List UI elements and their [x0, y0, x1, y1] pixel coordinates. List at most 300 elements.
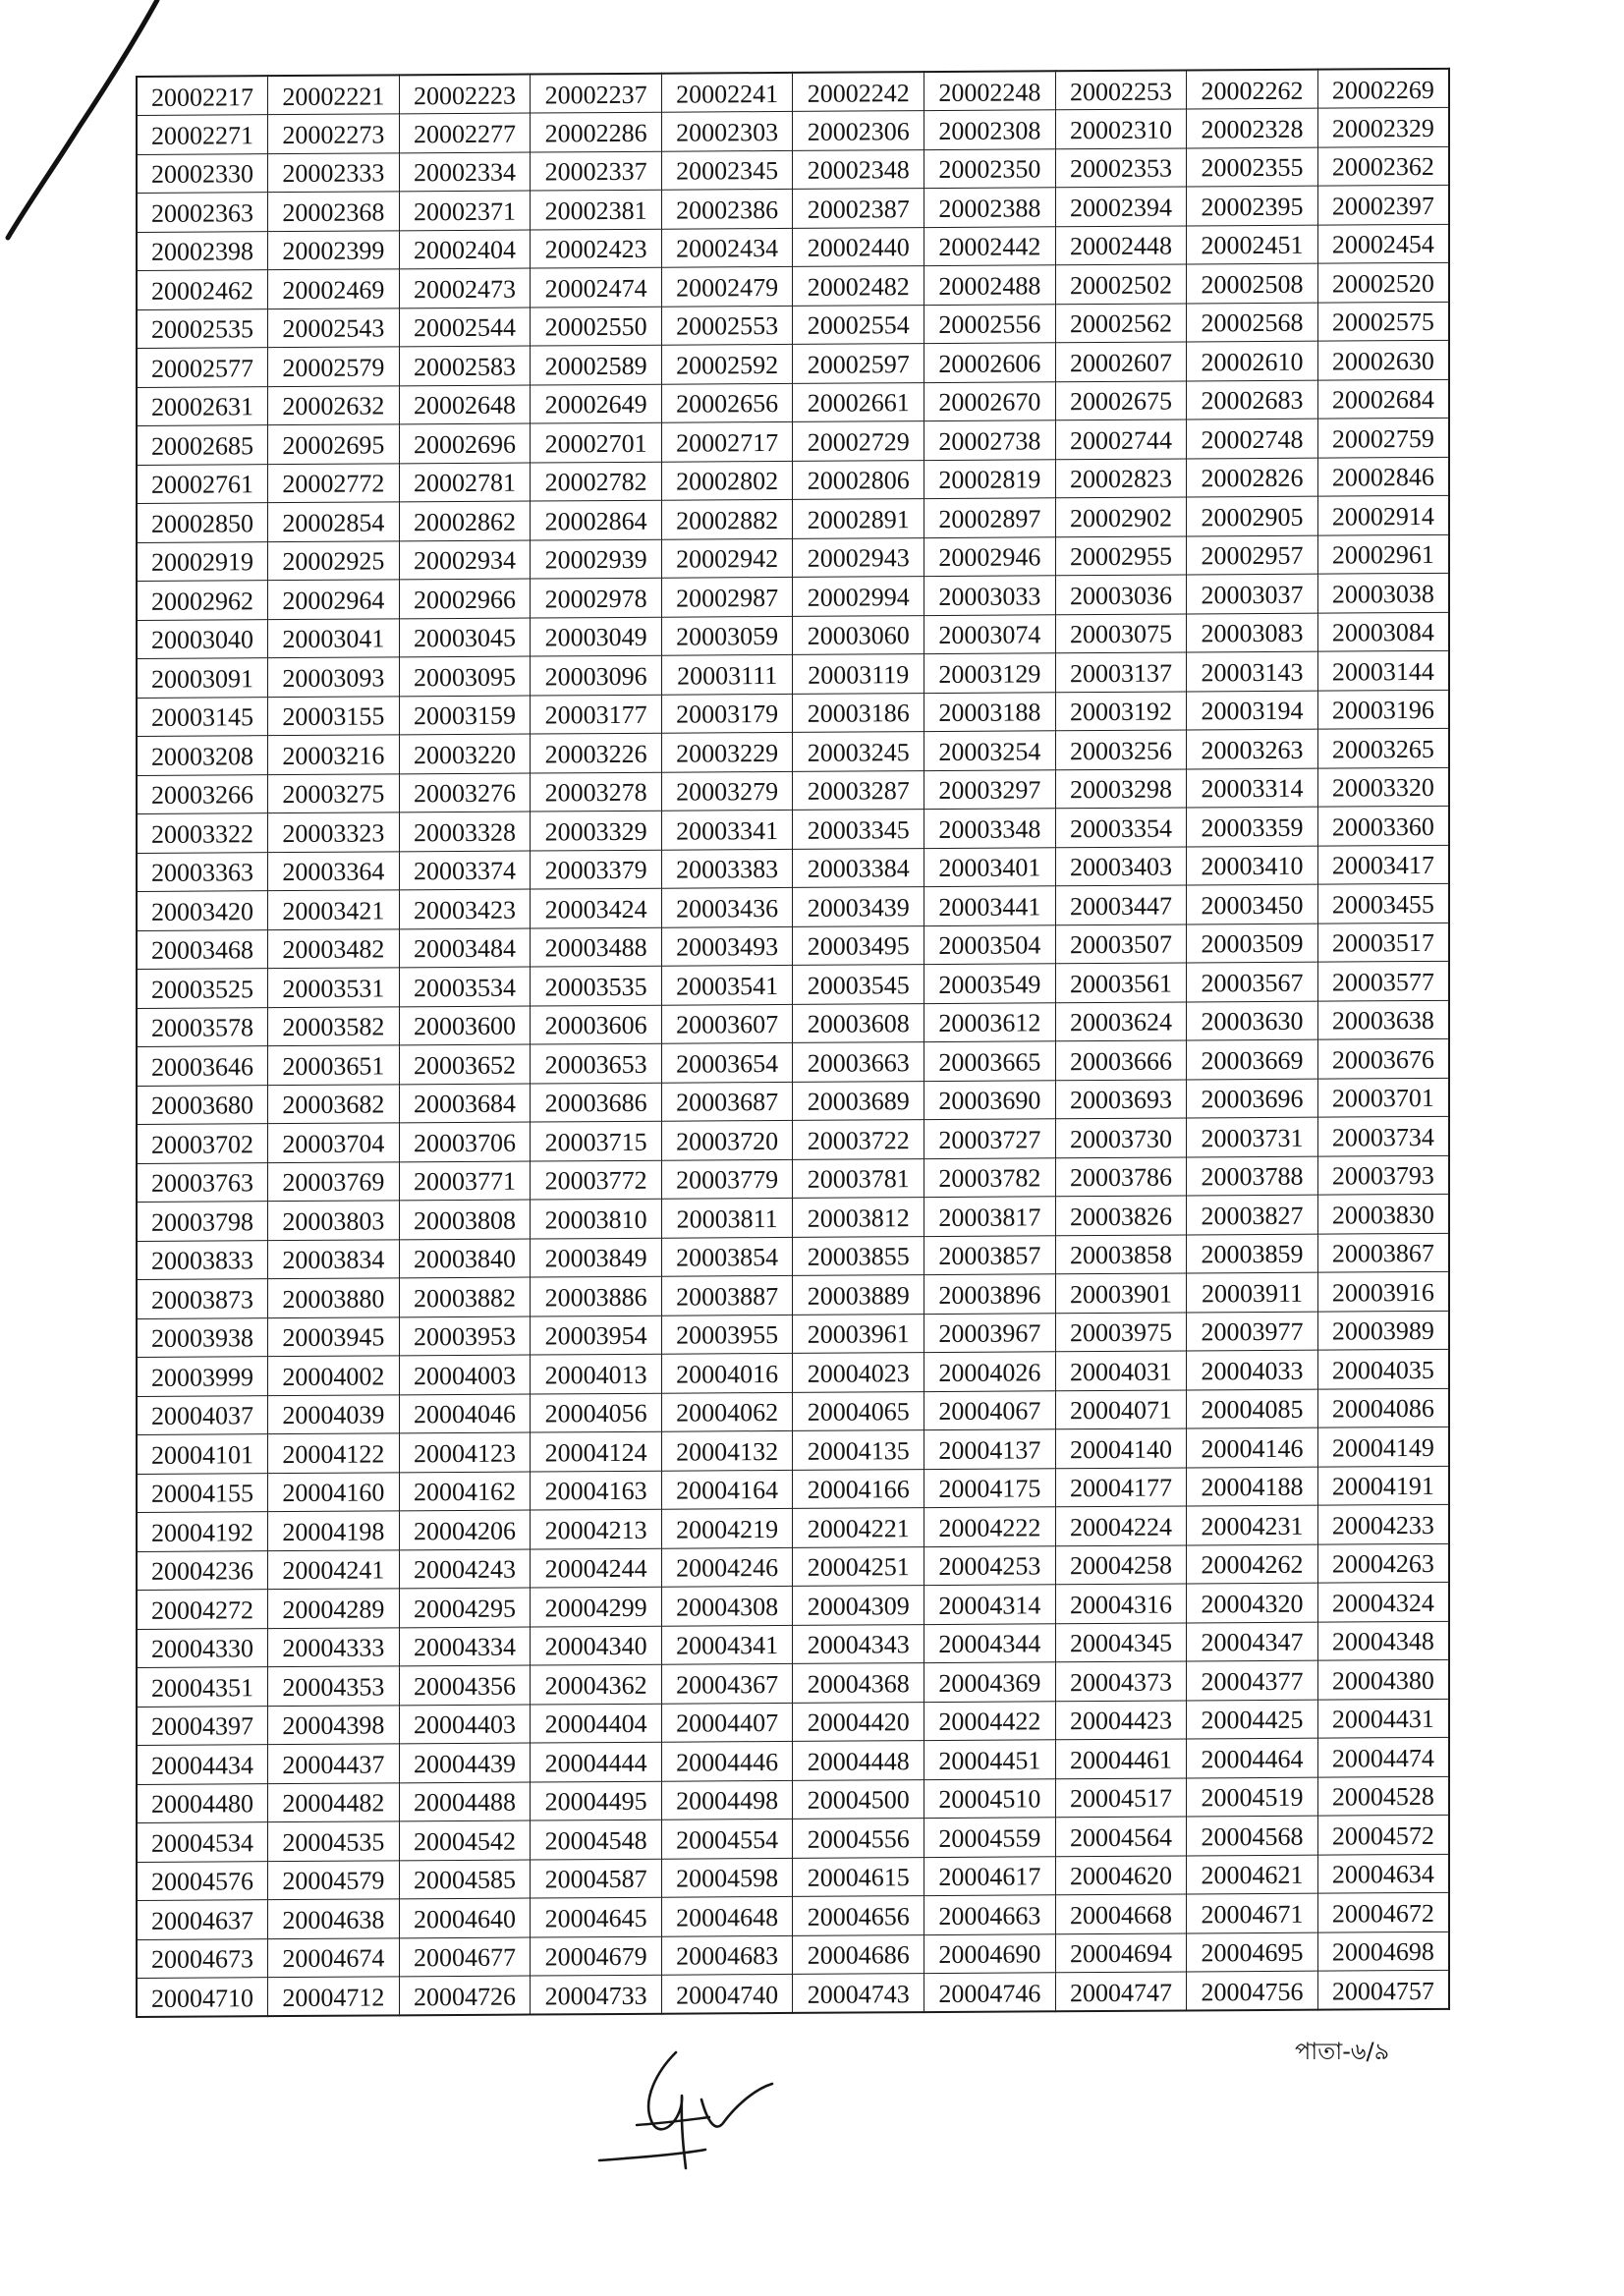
roll-number-cell: 20003833 [137, 1240, 268, 1279]
roll-number-cell: 20003287 [793, 770, 924, 810]
roll-number-cell: 20004191 [1317, 1466, 1449, 1505]
roll-number-cell: 20004192 [137, 1512, 268, 1551]
roll-number-cell: 20004542 [399, 1820, 531, 1860]
roll-number-cell: 20003704 [268, 1123, 400, 1162]
roll-number-cell: 20004747 [1055, 1972, 1187, 2011]
roll-number-cell: 20002333 [268, 152, 400, 192]
roll-number-cell: 20002630 [1317, 340, 1449, 379]
roll-number-cell: 20002966 [399, 579, 531, 618]
roll-number-cell: 20002535 [137, 308, 268, 348]
roll-number-cell: 20004587 [531, 1859, 662, 1898]
roll-number-cell: 20003665 [924, 1041, 1056, 1081]
roll-number-cell: 20004638 [268, 1899, 400, 1938]
roll-number-cell: 20004258 [1055, 1544, 1187, 1584]
roll-number-cell: 20003772 [531, 1160, 662, 1200]
roll-number-cell: 20003830 [1317, 1194, 1449, 1233]
roll-number-cell: 20004585 [399, 1860, 531, 1899]
roll-number-cell: 20003525 [137, 969, 268, 1008]
roll-number-cell: 20004554 [661, 1819, 793, 1858]
roll-number-cell: 20002575 [1317, 302, 1449, 341]
roll-number-cell: 20004272 [137, 1590, 268, 1629]
roll-number-cell: 20004347 [1187, 1622, 1318, 1661]
roll-number-cell: 20003263 [1187, 729, 1318, 768]
roll-number-cell: 20003417 [1317, 845, 1449, 884]
roll-number-cell: 20003245 [793, 732, 924, 771]
roll-number-cell: 20002423 [531, 229, 662, 268]
roll-number-cell: 20003188 [924, 692, 1056, 731]
roll-number-cell: 20004535 [268, 1821, 400, 1861]
roll-number-cell: 20004031 [1055, 1351, 1187, 1390]
roll-number-cell: 20003535 [531, 966, 662, 1005]
roll-number-cell: 20003786 [1055, 1156, 1187, 1196]
roll-number-cell: 20003083 [1187, 613, 1318, 652]
roll-number-cell: 20003682 [268, 1084, 400, 1123]
roll-number-cell: 20004206 [399, 1510, 531, 1549]
roll-number-cell: 20003676 [1317, 1038, 1449, 1078]
roll-number-cell: 20004299 [531, 1587, 662, 1626]
roll-number-cell: 20003638 [1317, 1000, 1449, 1039]
roll-number-cell: 20002939 [531, 539, 662, 579]
roll-number-cell: 20004451 [924, 1740, 1056, 1779]
roll-number-cell: 20003038 [1317, 573, 1449, 612]
roll-number-cell: 20002277 [399, 113, 531, 152]
roll-number-cell: 20003945 [268, 1316, 400, 1356]
roll-number-cell: 20002248 [924, 71, 1056, 110]
roll-number-cell: 20003646 [137, 1046, 268, 1086]
roll-number-cell: 20003722 [793, 1120, 924, 1159]
roll-number-cell: 20003577 [1317, 961, 1449, 1000]
roll-number-cell: 20004062 [661, 1392, 793, 1431]
roll-number-cell: 20003137 [1055, 652, 1187, 692]
roll-number-cell: 20003771 [399, 1161, 531, 1201]
roll-number-cell: 20002632 [268, 385, 400, 424]
roll-number-cell: 20003159 [399, 696, 531, 735]
roll-number-cell: 20003379 [531, 850, 662, 889]
roll-number-cell: 20003901 [1055, 1273, 1187, 1313]
roll-number-cell: 20003041 [268, 618, 400, 657]
roll-number-cell: 20004369 [924, 1662, 1056, 1702]
roll-number-cell: 20003669 [1187, 1039, 1318, 1079]
roll-number-cell: 20003504 [924, 924, 1056, 964]
roll-number-cell: 20004397 [137, 1706, 268, 1745]
roll-number-cell: 20003517 [1317, 923, 1449, 962]
roll-number-cell: 20004037 [137, 1395, 268, 1434]
roll-number-cell: 20002744 [1055, 420, 1187, 459]
roll-number-cell: 20002577 [137, 348, 268, 387]
roll-number-cell: 20004461 [1055, 1739, 1187, 1778]
roll-number-cell: 20004124 [531, 1431, 662, 1471]
roll-number-cell: 20004482 [268, 1782, 400, 1821]
roll-number-cell: 20004353 [268, 1666, 400, 1706]
roll-number-cell: 20004330 [137, 1628, 268, 1667]
roll-number-cell: 20003896 [924, 1274, 1056, 1314]
roll-number-cell: 20003254 [924, 731, 1056, 770]
roll-number-cell: 20003857 [924, 1235, 1056, 1274]
roll-number-cell: 20004222 [924, 1507, 1056, 1546]
roll-number-cell: 20002846 [1317, 457, 1449, 496]
roll-number-cell: 20003192 [1055, 691, 1187, 730]
roll-number-cell: 20003803 [268, 1201, 400, 1240]
roll-number-cell: 20003999 [137, 1357, 268, 1396]
roll-number-cell: 20004241 [268, 1549, 400, 1589]
roll-number-cell: 20004498 [661, 1780, 793, 1820]
roll-number-cell: 20004356 [399, 1665, 531, 1705]
roll-number-cell: 20004334 [399, 1627, 531, 1666]
roll-number-cell: 20004434 [137, 1745, 268, 1784]
roll-number-cell: 20002448 [1055, 225, 1187, 264]
roll-number-cell: 20003680 [137, 1085, 268, 1124]
roll-number-cell: 20002394 [1055, 187, 1187, 226]
roll-number-cell: 20003653 [531, 1043, 662, 1083]
roll-number-table-body [137, 69, 1449, 2017]
roll-number-cell: 20004160 [268, 1472, 400, 1511]
roll-number-cell: 20004698 [1317, 1932, 1449, 1971]
roll-number-cell: 20003276 [399, 773, 531, 812]
roll-number-cell: 20004289 [268, 1589, 400, 1628]
roll-number-cell: 20003624 [1055, 1001, 1187, 1040]
roll-number-cell: 20003196 [1317, 690, 1449, 729]
roll-number-cell: 20002330 [137, 153, 268, 193]
roll-number-cell: 20003084 [1317, 612, 1449, 651]
roll-number-cell: 20002562 [1055, 303, 1187, 342]
roll-number-cell: 20002978 [531, 578, 662, 617]
roll-number-cell: 20004164 [661, 1470, 793, 1509]
roll-number-cell: 20003953 [399, 1316, 531, 1356]
roll-number-cell: 20004162 [399, 1472, 531, 1511]
roll-number-cell: 20004637 [137, 1900, 268, 1939]
roll-number-cell: 20003727 [924, 1119, 1056, 1158]
roll-number-cell: 20003074 [924, 614, 1056, 653]
roll-number-cell: 20004648 [661, 1896, 793, 1935]
roll-number-cell: 20004534 [137, 1822, 268, 1862]
roll-number-cell: 20004663 [924, 1895, 1056, 1934]
roll-number-cell: 20004137 [924, 1429, 1056, 1469]
roll-number-cell: 20003364 [268, 851, 400, 890]
roll-number-cell: 20004345 [1055, 1622, 1187, 1661]
roll-number-cell: 20003363 [137, 852, 268, 891]
roll-number-cell: 20002738 [924, 420, 1056, 460]
roll-number-cell: 20002961 [1317, 534, 1449, 574]
roll-number-cell: 20004528 [1317, 1776, 1449, 1816]
roll-number-cell: 20004367 [661, 1663, 793, 1703]
roll-number-cell: 20002451 [1187, 225, 1318, 264]
roll-number-cell: 20004398 [268, 1705, 400, 1744]
roll-number-cell: 20004407 [661, 1703, 793, 1742]
roll-number-cell: 20004677 [399, 1937, 531, 1977]
roll-number-cell: 20003226 [531, 733, 662, 772]
roll-number-cell: 20004743 [793, 1974, 924, 2013]
roll-number-cell: 20002337 [531, 151, 662, 191]
roll-number-cell: 20002479 [661, 266, 793, 306]
roll-number-cell: 20003715 [531, 1121, 662, 1160]
roll-number-cell: 20004362 [531, 1664, 662, 1704]
roll-number-cell: 20002661 [793, 382, 924, 421]
roll-number-cell: 20004671 [1187, 1893, 1318, 1932]
roll-number-cell: 20003278 [531, 772, 662, 812]
roll-number-cell: 20003854 [661, 1237, 793, 1276]
roll-number-cell: 20002371 [399, 191, 531, 230]
roll-number-cell: 20003359 [1187, 807, 1318, 846]
roll-number-cell: 20004140 [1055, 1428, 1187, 1468]
roll-number-cell: 20004683 [661, 1935, 793, 1975]
roll-number-cell: 20003033 [924, 576, 1056, 615]
roll-number-cell: 20004437 [268, 1744, 400, 1783]
roll-number-cell: 20003606 [531, 1005, 662, 1044]
roll-number-cell: 20003036 [1055, 575, 1187, 614]
roll-number-cell: 20003696 [1187, 1079, 1318, 1118]
roll-number-cell: 20002242 [793, 72, 924, 111]
roll-number-cell: 20002592 [661, 344, 793, 383]
roll-number-cell: 20004262 [1187, 1544, 1318, 1584]
roll-number-cell: 20004620 [1055, 1855, 1187, 1894]
roll-number-cell: 20002473 [399, 268, 531, 308]
roll-number-cell: 20004016 [661, 1353, 793, 1392]
roll-number-cell: 20002269 [1317, 69, 1449, 108]
roll-number-cell: 20004071 [1055, 1389, 1187, 1428]
roll-number-cell: 20003143 [1187, 651, 1318, 691]
roll-number-cell: 20002729 [793, 421, 924, 461]
roll-number-cell: 20004246 [661, 1547, 793, 1587]
roll-number-cell: 20003734 [1317, 1116, 1449, 1155]
roll-number-cell: 20004576 [137, 1861, 268, 1900]
roll-number-cell: 20002469 [268, 269, 400, 308]
roll-number-cell: 20004548 [531, 1820, 662, 1859]
roll-number-cell: 20002348 [793, 149, 924, 189]
roll-number-cell: 20002748 [1187, 419, 1318, 458]
roll-number-cell: 20004568 [1187, 1816, 1318, 1855]
roll-number-cell: 20004123 [399, 1432, 531, 1472]
roll-number-cell: 20004023 [793, 1353, 924, 1392]
roll-number-cell: 20004340 [531, 1626, 662, 1665]
roll-number-cell: 20003612 [924, 1002, 1056, 1041]
roll-number-cell: 20002482 [793, 266, 924, 306]
roll-number-cell: 20004085 [1187, 1389, 1318, 1428]
roll-number-cell: 20003323 [268, 812, 400, 852]
roll-number-cell: 20002223 [399, 75, 531, 114]
roll-number-cell: 20003954 [531, 1316, 662, 1355]
roll-number-cell: 20002606 [924, 343, 1056, 382]
roll-number-table [136, 68, 1450, 2018]
roll-number-cell: 20003977 [1187, 1312, 1318, 1351]
roll-number-cell: 20004673 [137, 1938, 268, 1978]
roll-number-cell: 20004640 [399, 1898, 531, 1937]
roll-number-cell: 20004026 [924, 1352, 1056, 1391]
roll-number-cell: 20002696 [399, 423, 531, 463]
roll-number-cell: 20003220 [399, 734, 531, 773]
roll-number-cell: 20002308 [924, 110, 1056, 149]
roll-number-cell: 20004373 [1055, 1661, 1187, 1701]
roll-number-cell: 20004380 [1317, 1659, 1449, 1699]
roll-number-cell: 20002826 [1187, 458, 1318, 497]
roll-number-cell: 20003266 [137, 774, 268, 813]
roll-number-cell: 20003320 [1317, 767, 1449, 807]
roll-number-cell: 20003424 [531, 888, 662, 927]
roll-number-cell: 20003354 [1055, 808, 1187, 847]
roll-number-cell: 20004231 [1187, 1505, 1318, 1544]
roll-number-cell: 20003731 [1187, 1117, 1318, 1156]
roll-number-cell: 20004517 [1055, 1777, 1187, 1817]
roll-number-cell: 20002362 [1317, 146, 1449, 186]
roll-number-cell: 20003229 [661, 732, 793, 771]
roll-number-cell: 20004668 [1055, 1894, 1187, 1933]
roll-number-cell: 20004149 [1317, 1427, 1449, 1466]
roll-number-cell: 20003911 [1187, 1272, 1318, 1312]
roll-number-cell: 20004067 [924, 1390, 1056, 1429]
roll-number-cell: 20003561 [1055, 963, 1187, 1002]
roll-number-cell: 20002543 [268, 308, 400, 347]
roll-number-cell: 20003129 [924, 653, 1056, 693]
roll-number-cell: 20003145 [137, 697, 268, 736]
roll-number-cell: 20002368 [268, 192, 400, 231]
roll-number-cell: 20003186 [793, 693, 924, 732]
roll-number-cell: 20003834 [268, 1239, 400, 1278]
roll-number-cell: 20002387 [793, 189, 924, 228]
roll-number-cell: 20004712 [268, 1977, 400, 2016]
roll-number-cell: 20002589 [531, 345, 662, 384]
roll-number-cell: 20002386 [661, 189, 793, 228]
roll-number-cell: 20003666 [1055, 1040, 1187, 1080]
roll-number-cell: 20002350 [924, 148, 1056, 188]
roll-number-cell: 20003578 [137, 1007, 268, 1046]
roll-number-cell: 20003111 [661, 654, 793, 694]
roll-number-cell: 20003534 [399, 967, 531, 1006]
roll-number-cell: 20002474 [531, 267, 662, 307]
roll-number-cell: 20002271 [137, 115, 268, 154]
roll-number-cell: 20004444 [531, 1742, 662, 1781]
roll-number-cell: 20003441 [924, 886, 1056, 925]
roll-number-cell: 20003345 [793, 810, 924, 849]
roll-number-cell: 20004188 [1187, 1467, 1318, 1506]
roll-number-cell: 20002631 [137, 386, 268, 425]
roll-number-cell: 20002782 [531, 462, 662, 501]
roll-number-cell: 20004065 [793, 1391, 924, 1430]
roll-number-cell: 20004757 [1317, 1970, 1449, 2009]
roll-number-cell: 20004002 [268, 1356, 400, 1395]
roll-number-cell: 20002772 [268, 463, 400, 502]
roll-number-cell: 20002862 [399, 501, 531, 540]
roll-number-cell: 20003880 [268, 1278, 400, 1317]
roll-number-cell: 20002404 [399, 230, 531, 269]
roll-number-cell: 20002579 [268, 347, 400, 386]
roll-number-cell: 20003420 [137, 891, 268, 930]
roll-number-cell: 20002442 [924, 226, 1056, 265]
roll-number-cell: 20002925 [268, 540, 400, 580]
roll-number-cell: 20002806 [793, 460, 924, 499]
roll-number-cell: 20004726 [399, 1976, 531, 2015]
roll-number-cell: 20003889 [793, 1275, 924, 1315]
roll-number-cell: 20004086 [1317, 1388, 1449, 1428]
roll-number-cell: 20003403 [1055, 846, 1187, 885]
roll-number-cell: 20004253 [924, 1545, 1056, 1585]
roll-number-cell: 20003967 [924, 1313, 1056, 1352]
roll-number-cell: 20004224 [1055, 1506, 1187, 1545]
roll-number-cell: 20004163 [531, 1471, 662, 1510]
roll-number-cell: 20003882 [399, 1277, 531, 1316]
roll-number-cell: 20004439 [399, 1743, 531, 1782]
roll-number-cell: 20003322 [137, 813, 268, 853]
roll-number-cell: 20004320 [1187, 1583, 1318, 1622]
roll-number-cell: 20002819 [924, 459, 1056, 498]
roll-number-cell: 20004324 [1317, 1582, 1449, 1621]
roll-number-cell: 20002381 [531, 190, 662, 229]
roll-number-cell: 20004480 [137, 1783, 268, 1822]
roll-number-cell: 20004003 [399, 1355, 531, 1394]
roll-number-cell: 20003328 [399, 812, 531, 851]
roll-number-cell: 20002440 [793, 227, 924, 266]
roll-number-cell: 20002905 [1187, 496, 1318, 535]
roll-number-cell: 20003916 [1317, 1271, 1449, 1311]
roll-number-cell: 20002237 [531, 74, 662, 113]
roll-number-cell: 20003439 [793, 887, 924, 926]
roll-number-cell: 20003663 [793, 1042, 924, 1082]
roll-number-cell: 20004263 [1317, 1543, 1449, 1583]
roll-number-cell: 20003208 [137, 736, 268, 775]
roll-number-cell: 20003265 [1317, 728, 1449, 767]
roll-number-cell: 20002217 [137, 76, 268, 115]
roll-number-cell: 20004351 [137, 1667, 268, 1707]
roll-number-cell: 20004175 [924, 1468, 1056, 1507]
roll-number-cell: 20002685 [137, 425, 268, 465]
roll-number-cell: 20002962 [137, 581, 268, 620]
roll-number-cell: 20003793 [1317, 1155, 1449, 1195]
roll-number-cell: 20003096 [531, 655, 662, 695]
roll-number-cell: 20003488 [531, 927, 662, 967]
roll-number-cell: 20003314 [1187, 768, 1318, 808]
roll-number-cell: 20003095 [399, 656, 531, 696]
roll-number-cell: 20003855 [793, 1236, 924, 1275]
roll-number-cell: 20003684 [399, 1084, 531, 1123]
roll-number-cell: 20002556 [924, 304, 1056, 343]
roll-number-cell: 20004219 [661, 1508, 793, 1547]
roll-number-cell: 20003955 [661, 1315, 793, 1354]
roll-number-cell: 20004213 [531, 1509, 662, 1548]
roll-number-cell: 20002683 [1187, 380, 1318, 420]
roll-number-cell: 20003730 [1055, 1118, 1187, 1157]
roll-number-cell: 20003693 [1055, 1079, 1187, 1118]
roll-number-cell: 20003045 [399, 618, 531, 657]
roll-number-cell: 20004559 [924, 1818, 1056, 1857]
roll-number-cell: 20003495 [793, 925, 924, 965]
roll-number-cell: 20003859 [1187, 1234, 1318, 1273]
roll-number-cell: 20003689 [793, 1081, 924, 1120]
roll-number-cell: 20003582 [268, 1006, 400, 1045]
roll-number-cell: 20004243 [399, 1549, 531, 1589]
roll-number-cell: 20003867 [1317, 1233, 1449, 1272]
roll-number-cell: 20004146 [1187, 1428, 1318, 1467]
roll-number-cell: 20002329 [1317, 107, 1449, 146]
roll-number-cell: 20003840 [399, 1239, 531, 1278]
roll-number-cell: 20004404 [531, 1704, 662, 1743]
roll-number-cell: 20002568 [1187, 303, 1318, 342]
roll-number-cell: 20002583 [399, 346, 531, 385]
roll-number-cell: 20003938 [137, 1317, 268, 1357]
roll-number-cell: 20004446 [661, 1741, 793, 1780]
roll-number-cell: 20003037 [1187, 574, 1318, 613]
roll-number-cell: 20002306 [793, 111, 924, 150]
roll-number-cell: 20004368 [793, 1663, 924, 1703]
roll-number-cell: 20002310 [1055, 109, 1187, 148]
roll-number-cell: 20004236 [137, 1550, 268, 1590]
signature [580, 2039, 796, 2186]
roll-number-cell: 20002508 [1187, 263, 1318, 303]
roll-number-cell: 20002554 [793, 305, 924, 344]
roll-number-cell: 20002994 [793, 577, 924, 616]
roll-number-cell: 20002262 [1187, 70, 1318, 109]
roll-number-cell: 20003545 [793, 965, 924, 1004]
roll-number-cell: 20003177 [531, 695, 662, 734]
roll-number-cell: 20002550 [531, 307, 662, 346]
roll-number-cell: 20004309 [793, 1586, 924, 1625]
